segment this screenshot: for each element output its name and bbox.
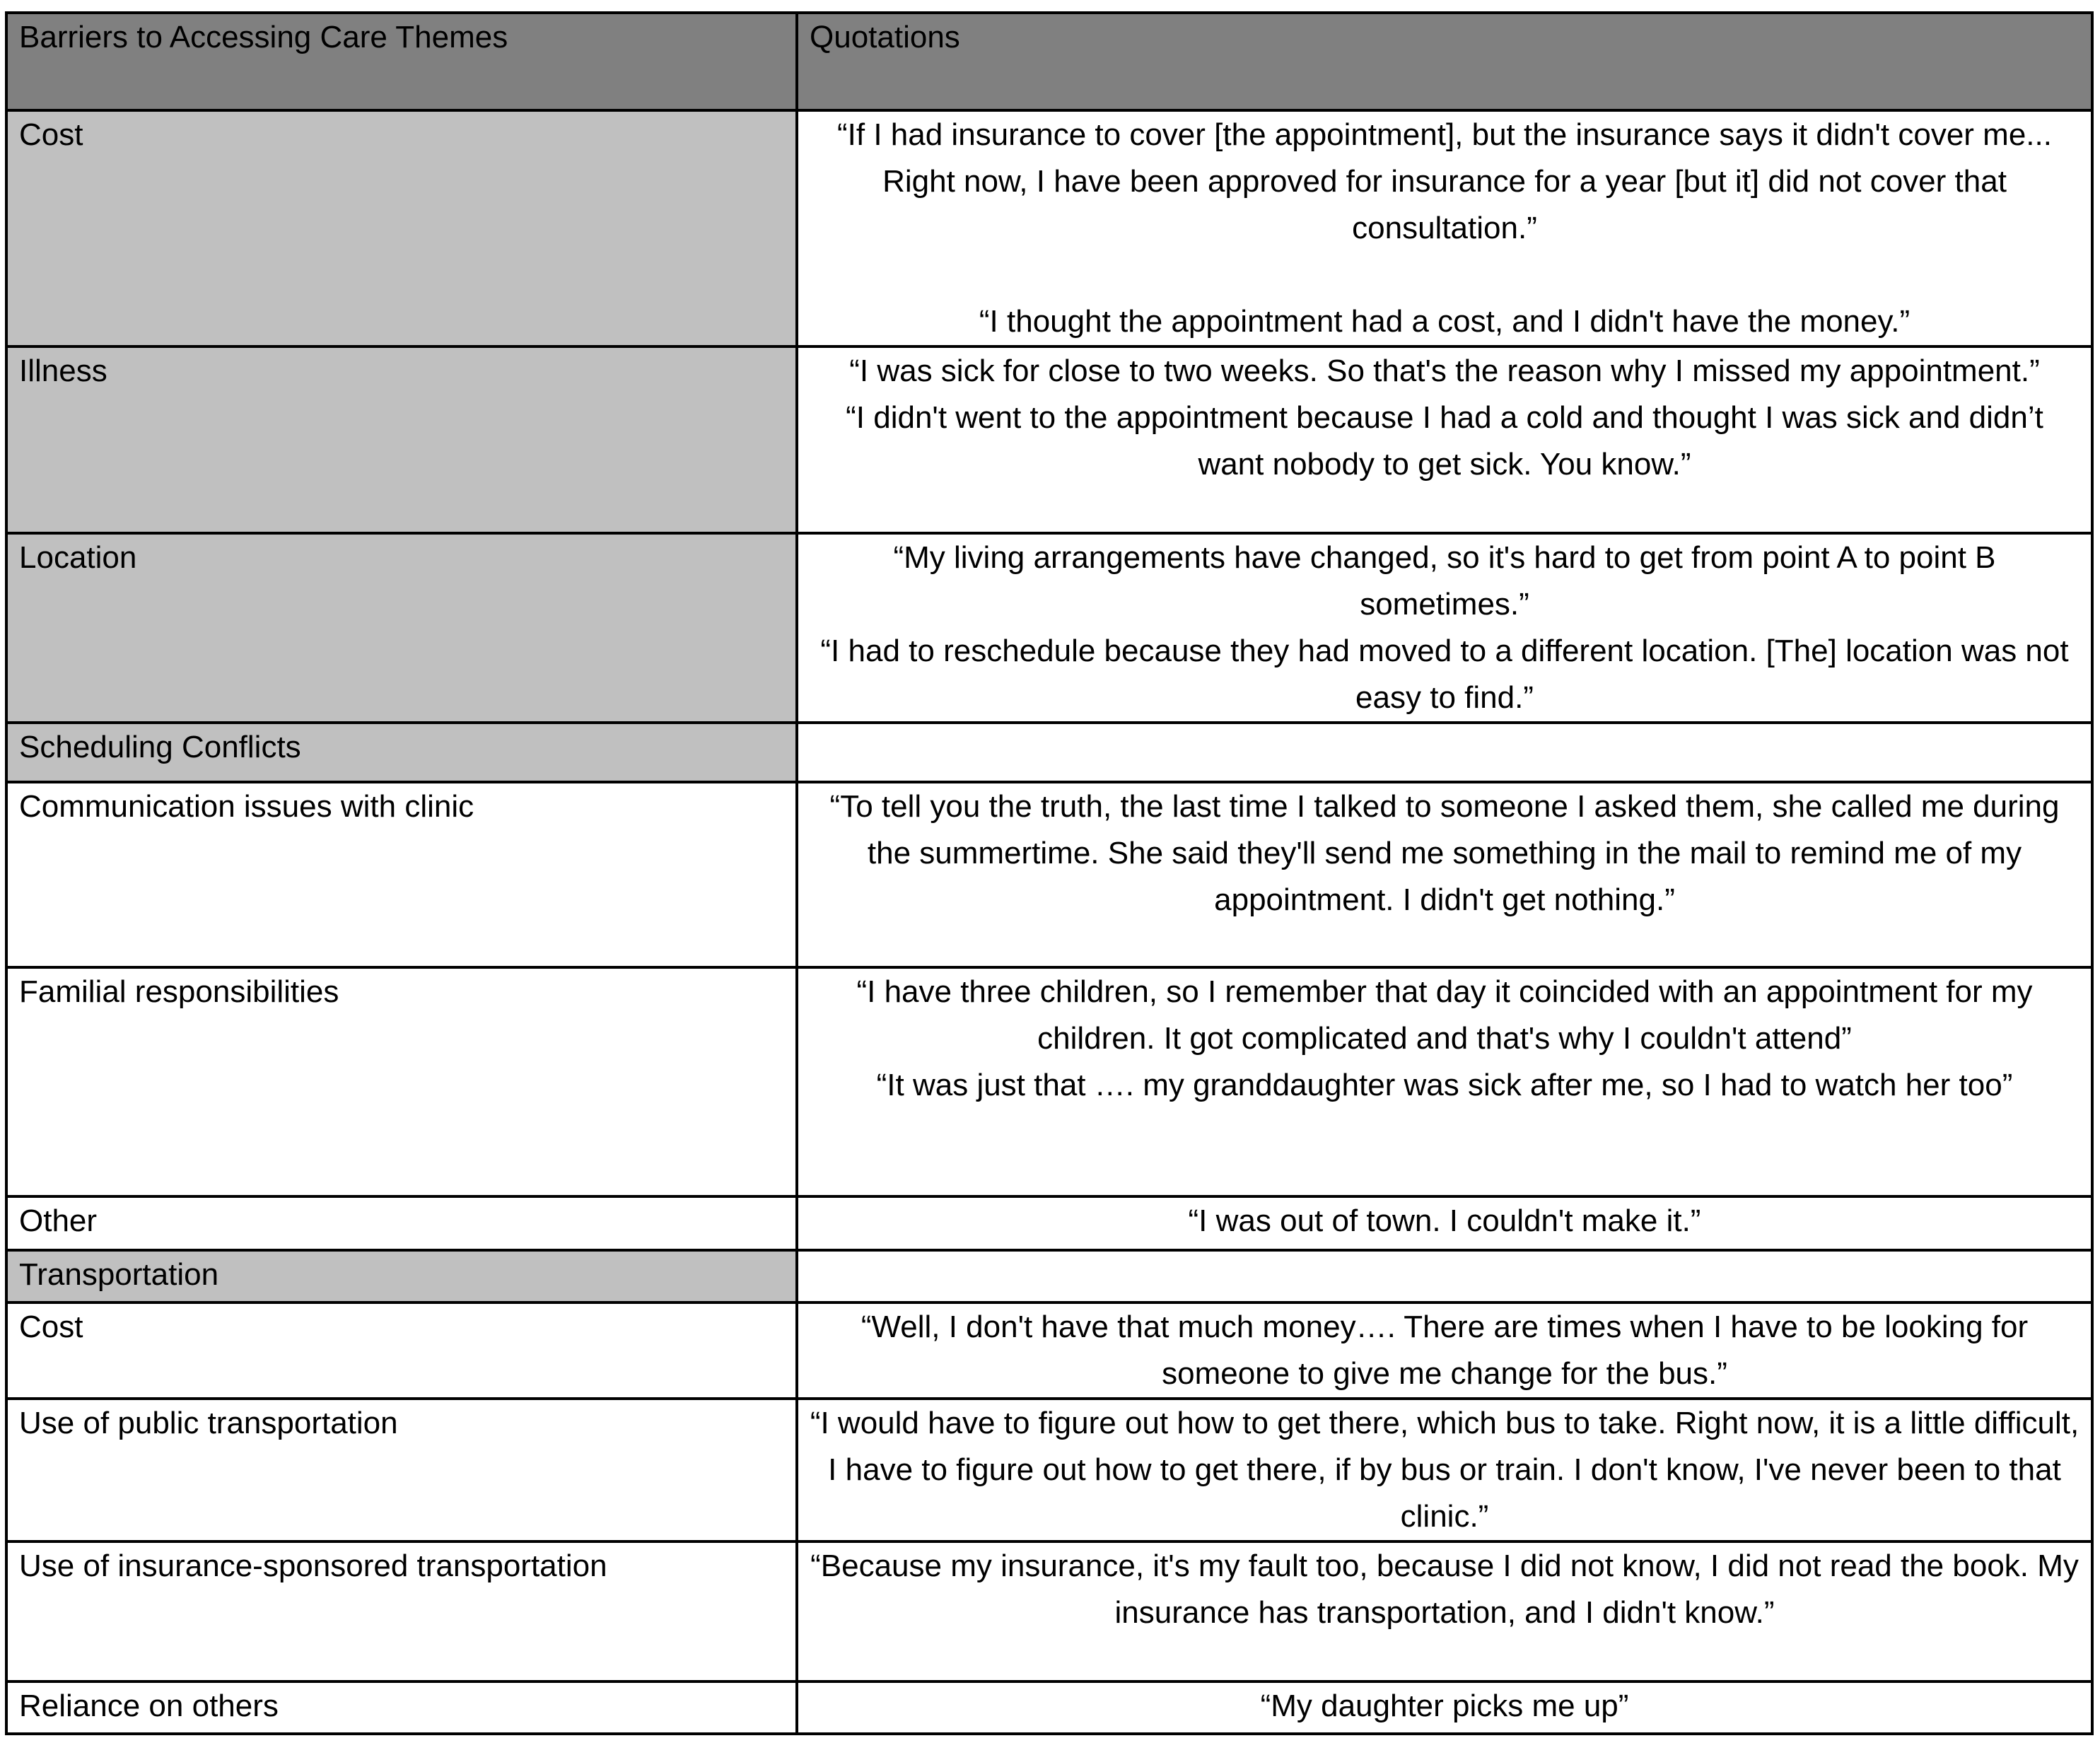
quotation: “My living arrangements have changed, so it's hard to get from point A to point B sometimes.”	[893, 540, 1996, 622]
theme-cell: Illness	[6, 346, 797, 533]
table-row	[6, 110, 2092, 346]
header-themes: Barriers to Accessing Care Themes	[6, 13, 797, 110]
quotation: “Well, I don't have that much money…. There are times when I have to be looking for someone to give me change for the bus.”	[861, 1310, 2029, 1391]
subtheme-cell: Communication issues with clinic	[6, 782, 797, 967]
quote-cell	[797, 1250, 2092, 1302]
barriers-table	[5, 11, 2094, 1735]
table-row	[6, 1399, 2092, 1541]
quote-cell	[797, 1399, 2092, 1541]
quote-cell	[797, 1196, 2092, 1250]
quotation: “I thought the appointment had a cost, and I didn't have the money.”	[979, 304, 1911, 339]
header-row	[6, 13, 2092, 110]
quote-cell	[797, 533, 2092, 723]
quote-cell	[797, 723, 2092, 782]
quote-cell	[797, 1302, 2092, 1399]
table-row	[6, 346, 2092, 533]
table-row	[6, 1302, 2092, 1399]
header-quotations: Quotations	[797, 13, 2092, 110]
theme-cell: Cost	[6, 110, 797, 346]
quotation: “I had to reschedule because they had moved to a different location. [The] location was not easy to find.”	[820, 634, 2069, 715]
quotation: “To tell you the truth, the last time I talked to someone I asked them, she called me during the summertime. She said they'll send me something in the mail to remind me of my appointment. I didn't get nothing.”	[829, 789, 2060, 917]
quote-cell	[797, 1681, 2092, 1734]
table-row	[6, 1541, 2092, 1681]
subtheme-cell: Use of insurance-sponsored transportation	[6, 1541, 797, 1681]
quotation: “My daughter picks me up”	[1260, 1689, 1629, 1723]
theme-cell: Transportation	[6, 1250, 797, 1302]
table-row	[6, 1250, 2092, 1302]
quotation: “I didn't went to the appointment because I had a cold and thought I was sick and didn’t want nobody to get sick. You know.”	[846, 400, 2043, 482]
subtheme-cell: Reliance on others	[6, 1681, 797, 1734]
table-row	[6, 723, 2092, 782]
quotation: “I have three children, so I remember that day it coincided with an appointment for my children. It got complicated and that's why I couldn't attend”	[856, 974, 2033, 1056]
quotation: “I was out of town. I couldn't make it.”	[1188, 1203, 1701, 1238]
subtheme-cell: Other	[6, 1196, 797, 1250]
quote-cell	[797, 346, 2092, 533]
subtheme-cell: Cost	[6, 1302, 797, 1399]
table-row	[6, 782, 2092, 967]
quotation: “Because my insurance, it's my fault too, because I did not know, I did not read the book. My insurance has transportation, and I didn't know.”	[810, 1549, 2079, 1630]
theme-cell: Location	[6, 533, 797, 723]
table-row	[6, 533, 2092, 723]
table-row	[6, 1196, 2092, 1250]
quotation: “I was sick for close to two weeks. So that's the reason why I missed my appointment.”	[849, 354, 2040, 388]
quotation: “I would have to figure out how to get there, which bus to take. Right now, it is a little difficult, I have to figure out how to get there, if by bus or train. I don't know, I've never been to that clinic.”	[810, 1406, 2079, 1534]
quotation: “If I had insurance to cover [the appointment], but the insurance says it didn't cover me... Right now, I have been approved for insurance for a year [but it] did not cover that consultation.”	[837, 117, 2052, 245]
theme-cell: Scheduling Conflicts	[6, 723, 797, 782]
table-row	[6, 1681, 2092, 1734]
quote-cell	[797, 110, 2092, 346]
quote-cell	[797, 782, 2092, 967]
quote-cell	[797, 1541, 2092, 1681]
quotation: “It was just that …. my granddaughter was sick after me, so I had to watch her too”	[876, 1068, 2013, 1102]
subtheme-cell: Familial responsibilities	[6, 967, 797, 1196]
quote-cell	[797, 967, 2092, 1196]
subtheme-cell: Use of public transportation	[6, 1399, 797, 1541]
table-row	[6, 967, 2092, 1196]
